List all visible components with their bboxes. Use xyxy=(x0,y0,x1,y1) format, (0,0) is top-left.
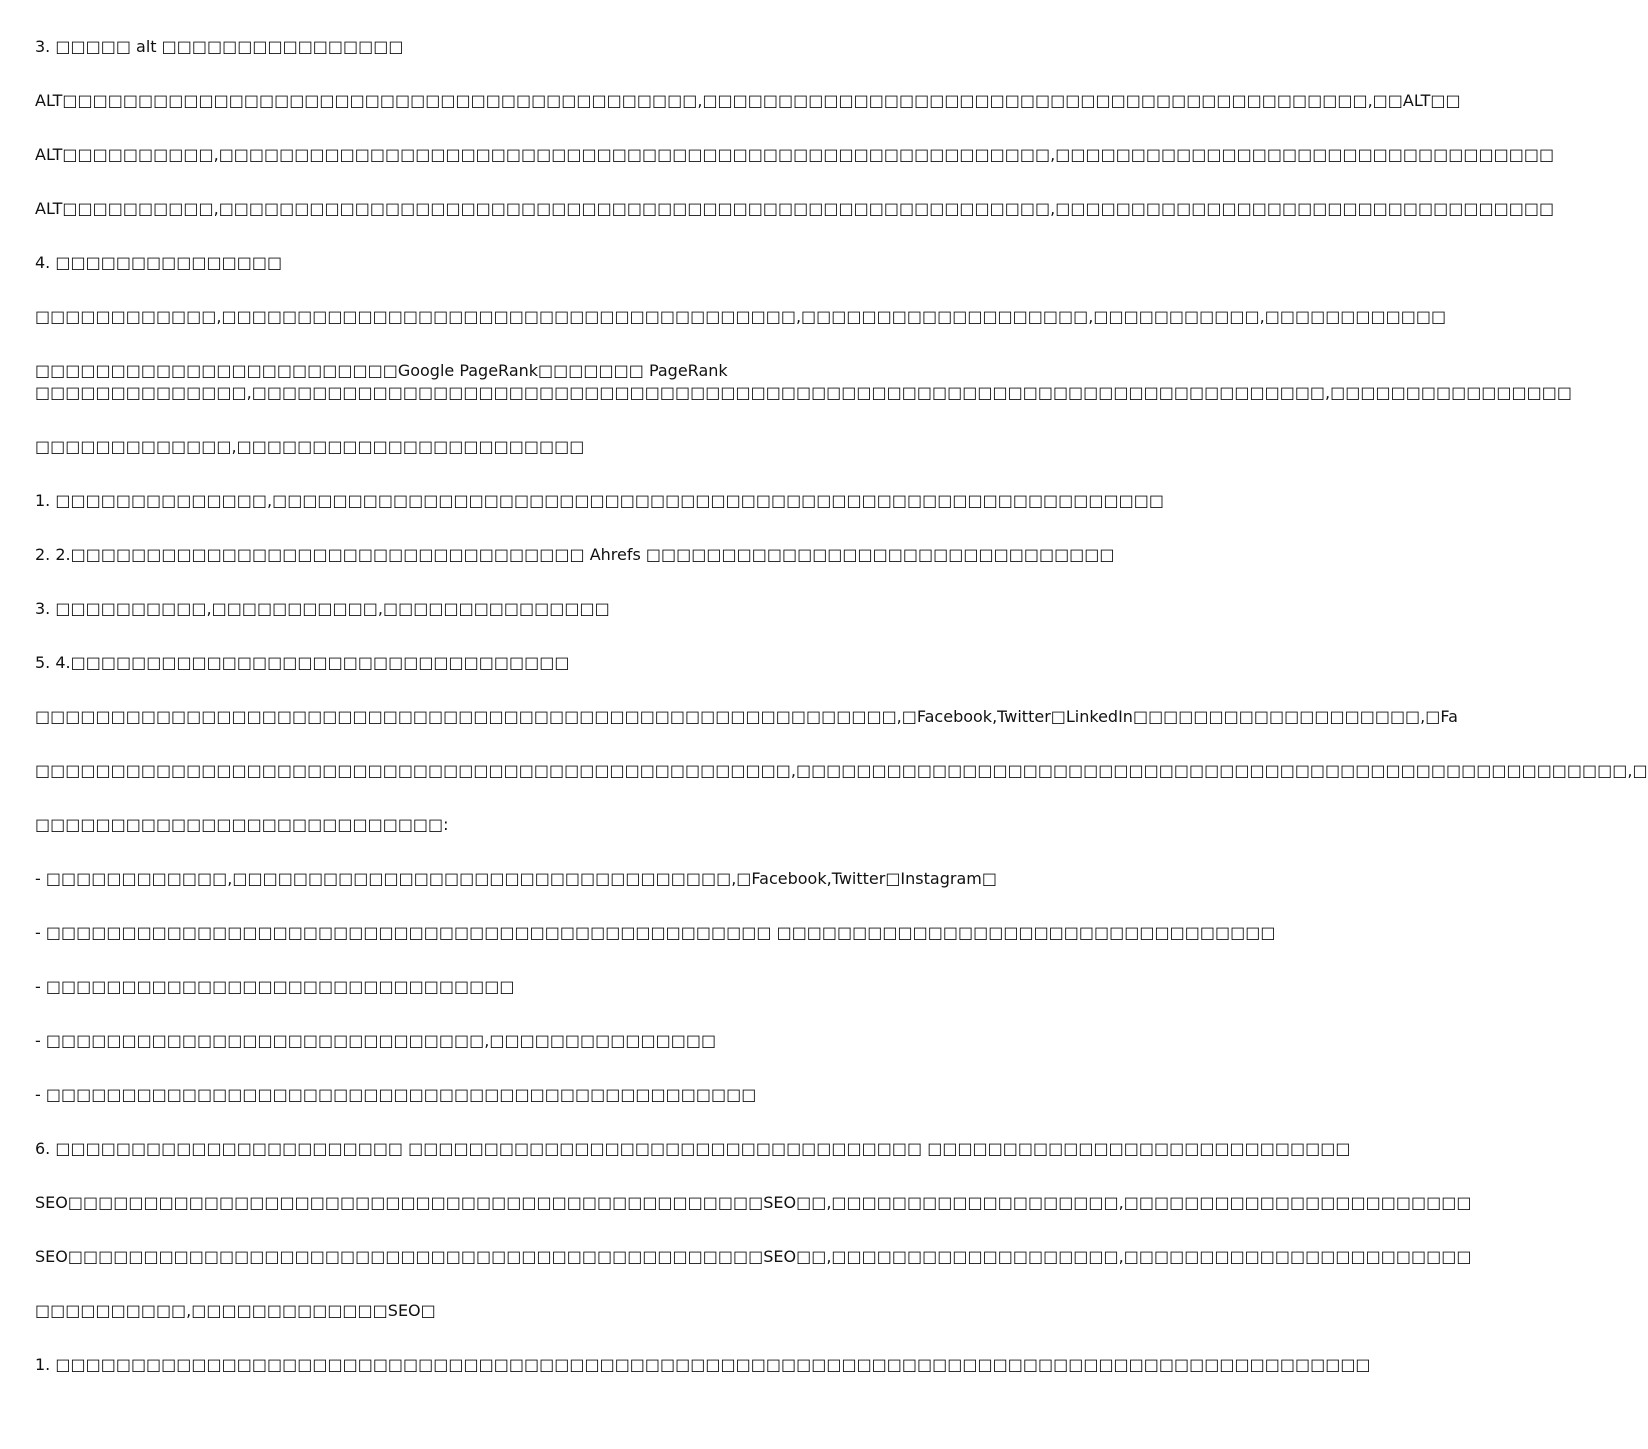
paragraph: □□□□□□□□□□□□□,□□□□□□□□□□□□□□□□□□□□□□□ xyxy=(35,437,585,456)
list-item: 3. □□□□□□□□□□,□□□□□□□□□□□,□□□□□□□□□□□□□□□ xyxy=(35,599,610,618)
bullet-item: - □□□□□□□□□□□□□□□□□□□□□□□□□□□□□□□□□□□□□□□□□□□□□□□ xyxy=(35,1085,757,1104)
paragraph-pagerank xyxy=(35,360,1573,404)
paragraph: □□□□□□□□□□□□□□□□□□□□□□□□□□□□□□□□□□□□□□□□□□□□□□□□□□,□□□□□□□□□□□□□□□□□□□□□□□□□□□□□□□□□□□□□□□□□□□□□□□□□□□□□□□,□ xyxy=(35,761,1648,780)
paragraph: □□□□□□□□□□□□,□□□□□□□□□□□□□□□□□□□□□□□□□□□□□□□□□□□□□□,□□□□□□□□□□□□□□□□□□□,□□□□□□□□□□□,□□□□□□□□□□□□ xyxy=(35,307,1447,326)
bullet-item: - □□□□□□□□□□□□,□□□□□□□□□□□□□□□□□□□□□□□□□□□□□□□□□,□Facebook,Twitter□Instagram□ xyxy=(35,869,997,888)
paragraph: □□□□□□□□□□,□□□□□□□□□□□□□SEO□ xyxy=(35,1301,436,1320)
heading-section-6: 6. □□□□□□□□□□□□□□□□□□□□□□□ □□□□□□□□□□□□□□□□□□□□□□□□□□□□□□□□□□ □□□□□□□□□□□□□□□□□□□□□□□□□□□□ xyxy=(35,1139,1351,1158)
list-item: 2. 2.□□□□□□□□□□□□□□□□□□□□□□□□□□□□□□□□□□ Ahrefs □□□□□□□□□□□□□□□□□□□□□□□□□□□□□□□ xyxy=(35,545,1115,564)
paragraph: SEO□□□□□□□□□□□□□□□□□□□□□□□□□□□□□□□□□□□□□□□□□□□□□□SEO□□,□□□□□□□□□□□□□□□□□□□,□□□□□□□□□□□□□□□□□□□□□□□ xyxy=(35,1247,1472,1266)
list-item: 1. □□□□□□□□□□□□□□,□□□□□□□□□□□□□□□□□□□□□□□□□□□□□□□□□□□□□□□□□□□□□□□□□□□□□□□□□□□ xyxy=(35,491,1164,510)
bullet-item: - □□□□□□□□□□□□□□□□□□□□□□□□□□□□□□□□□□□□□□□□□□□□□□□□ □□□□□□□□□□□□□□□□□□□□□□□□□□□□□□□□□ xyxy=(35,923,1276,942)
paragraph: □□□□□□□□□□□□□□□□□□□□□□□□□□□: xyxy=(35,815,449,834)
document-body xyxy=(35,36,1648,1408)
paragraph: □□□□□□□□□□□□□□□□□□□□□□□□□□□□□□□□□□□□□□□□□□□□□□□□□□□□□□□□□,□Facebook,Twitter□LinkedIn□□□□□□□□□□□□□□□□□□□,□Fa xyxy=(35,707,1458,726)
list-item: 1. □□□□□□□□□□□□□□□□□□□□□□□□□□□□□□□□□□□□□□□□□□□□□□□□□□□□□□□□□□□□□□□□□□□□□□□□□□□□□□□□□□□□□□□ xyxy=(35,1355,1371,1374)
paragraph: SEO□□□□□□□□□□□□□□□□□□□□□□□□□□□□□□□□□□□□□□□□□□□□□□SEO□□,□□□□□□□□□□□□□□□□□□□,□□□□□□□□□□□□□□□□□□□□□□□ xyxy=(35,1193,1472,1212)
bullet-item: - □□□□□□□□□□□□□□□□□□□□□□□□□□□□□□□ xyxy=(35,977,515,996)
bullet-item: - □□□□□□□□□□□□□□□□□□□□□□□□□□□□□,□□□□□□□□□□□□□□□ xyxy=(35,1031,717,1050)
paragraph: ALT□□□□□□□□□□,□□□□□□□□□□□□□□□□□□□□□□□□□□□□□□□□□□□□□□□□□□□□□□□□□□□□□□□,□□□□□□□□□□□□□□□□□□□□□□□□□□□□□□□□□ xyxy=(35,199,1555,218)
heading-section-5: 5. 4.□□□□□□□□□□□□□□□□□□□□□□□□□□□□□□□□□ xyxy=(35,653,570,672)
paragraph-pagerank-line-1: □□□□□□□□□□□□□□□□□□□□□□□□Google PageRank□□□□□□□ PageRank xyxy=(35,361,728,380)
paragraph-pagerank-line-2: □□□□□□□□□□□□□□,□□□□□□□□□□□□□□□□□□□□□□□□□□□□□□□□□□□□□□□□□□□□□□□□□□□□□□□□□□□□□□□□□□□□□□□,□□□□□□□□□□□□□□□□ xyxy=(35,383,1573,402)
paragraph: ALT□□□□□□□□□□□□□□□□□□□□□□□□□□□□□□□□□□□□□□□□□□,□□□□□□□□□□□□□□□□□□□□□□□□□□□□□□□□□□□□□□□□□□□□,□□ALT□□ xyxy=(35,91,1461,110)
paragraph: ALT□□□□□□□□□□,□□□□□□□□□□□□□□□□□□□□□□□□□□□□□□□□□□□□□□□□□□□□□□□□□□□□□□□,□□□□□□□□□□□□□□□□□□□□□□□□□□□□□□□□□ xyxy=(35,145,1555,164)
heading-alt: 3. □□□□□ alt □□□□□□□□□□□□□□□□ xyxy=(35,37,404,56)
heading-section-4: 4. □□□□□□□□□□□□□□□ xyxy=(35,253,283,272)
